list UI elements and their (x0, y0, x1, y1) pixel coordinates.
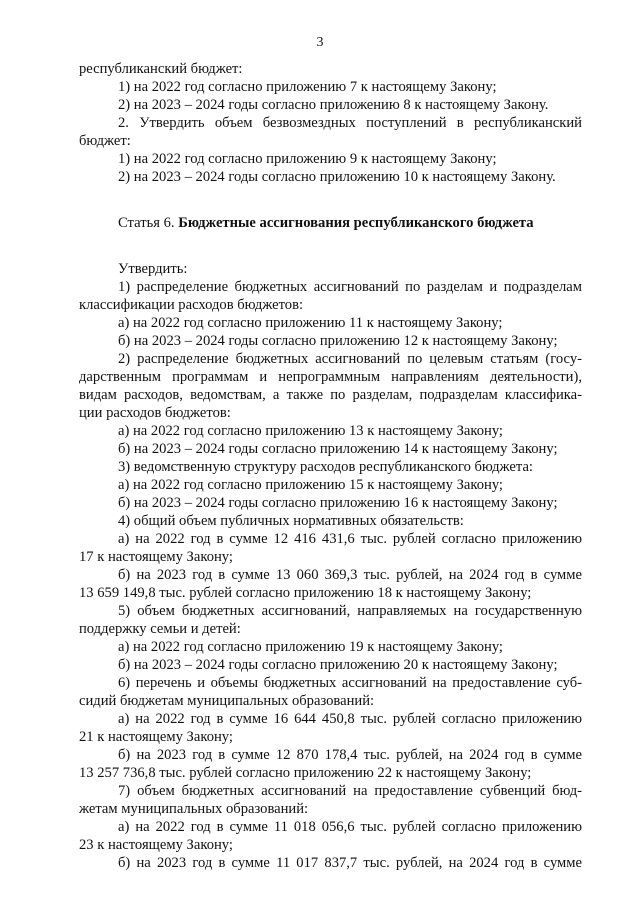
text-line: б) на 2023 – 2024 годы согласно приложению 16 к настоящему Закону; (118, 495, 558, 511)
text-line: 2) распределение бюджетных ассигнований по целевым статьям (госу- (118, 351, 582, 367)
article-number: Статья 6. (118, 215, 175, 231)
text-line: Утвердить: (118, 261, 188, 277)
page-number: 3 (316, 35, 324, 50)
text-line: 1) на 2022 год согласно приложению 7 к настоящему Закону; (118, 79, 497, 95)
text-line: 13 257 736,8 тыс. рублей согласно приложению 22 к настоящему Закону; (79, 765, 532, 781)
text-line: дарственным программам и непрограммным направлениям деятельности), (79, 369, 582, 385)
blank-line (79, 250, 582, 260)
text-line: 13 659 149,8 тыс. рублей согласно приложению 18 к настоящему Закону; (79, 585, 532, 601)
text-line: поддержку семьи и детей: (79, 621, 241, 637)
text-line: а) на 2022 год согласно приложению 13 к настоящему Закону; (118, 423, 503, 439)
text-line: а) на 2022 год согласно приложению 11 к настоящему Закону; (118, 315, 503, 331)
blank-line (79, 232, 582, 250)
text-line: б) на 2023 – 2024 годы согласно приложению 12 к настоящему Закону; (118, 333, 558, 349)
text-line: классификации расходов бюджетов: (79, 297, 304, 313)
text-line: 17 к настоящему Закону; (79, 549, 233, 565)
text-line: ции расходов бюджетов: (79, 405, 231, 421)
text-line: б) на 2023 год в сумме 13 060 369,3 тыс. рублей, на 2024 год в сумме (118, 567, 582, 583)
text-line: а) на 2022 год согласно приложению 19 к настоящему Закону; (118, 639, 503, 655)
blank-line (79, 186, 582, 204)
text-line: б) на 2023 год в сумме 12 870 178,4 тыс. рублей, на 2024 год в сумме (118, 747, 582, 763)
text-line: а) на 2022 год в сумме 16 644 450,8 тыс. рублей согласно приложению (118, 711, 582, 727)
text-line: 23 к настоящему Закону; (79, 837, 233, 853)
text-line: б) на 2023 – 2024 годы согласно приложению 14 к настоящему Закону; (118, 441, 558, 457)
text-line: 3) ведомственную структуру расходов республиканского бюджета: (118, 459, 533, 475)
text-line: б) на 2023 – 2024 годы согласно приложению 20 к настоящему Закону; (118, 657, 558, 673)
text-line: а) на 2022 год в сумме 12 416 431,6 тыс. рублей согласно приложению (118, 531, 582, 547)
document-body (79, 60, 582, 872)
text-line: жетам муниципальных образований: (79, 801, 309, 817)
text-line: 7) объем бюджетных ассигнований на предоставление субвенций бюд- (118, 783, 582, 799)
text-line: 2. Утвердить объем безвозмездных поступлений в республиканский (118, 115, 582, 131)
text-line: 6) перечень и объемы бюджетных ассигнований на предоставление суб- (118, 675, 582, 691)
text-line: видам расходов, ведомствам, а также по разделам, подразделам классифика- (79, 387, 582, 403)
text-line: а) на 2022 год согласно приложению 15 к настоящему Закону; (118, 477, 503, 493)
text-line: 21 к настоящему Закону; (79, 729, 233, 745)
text-line: 1) распределение бюджетных ассигнований по разделам и подразделам (118, 279, 582, 295)
text-line: а) на 2022 год в сумме 11 018 056,6 тыс. рублей согласно приложению (118, 819, 582, 835)
text-line: 1) на 2022 год согласно приложению 9 к настоящему Закону; (118, 151, 497, 167)
text-line: бюджет: (79, 133, 131, 149)
text-line: 5) объем бюджетных ассигнований, направляемых на государственную (118, 603, 582, 619)
text-line: 2) на 2023 – 2024 годы согласно приложению 8 к настоящему Закону. (118, 97, 549, 113)
article-heading (79, 214, 582, 232)
text-line: 2) на 2023 – 2024 годы согласно приложению 10 к настоящему Закону. (118, 169, 556, 185)
text-line: 4) общий объем публичных нормативных обязательств: (118, 513, 464, 529)
text-line: сидий бюджетам муниципальных образований: (79, 693, 375, 709)
blank-line (79, 204, 582, 214)
text-line: б) на 2023 год в сумме 11 017 837,7 тыс. рублей, на 2024 год в сумме (118, 855, 582, 871)
article-title: Бюджетные ассигнования республиканского бюджета (178, 215, 534, 231)
text-line: республиканский бюджет: (79, 61, 243, 77)
